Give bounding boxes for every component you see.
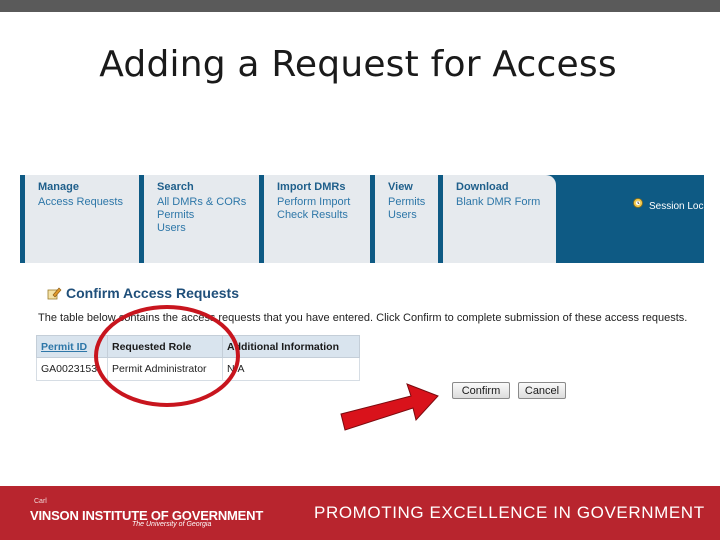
slide-title: Adding a Request for Access (99, 44, 617, 85)
requested-role-column-header: Requested Role (108, 336, 223, 358)
nav-column-download (438, 175, 553, 263)
requested-role-cell: Permit Administrator (108, 358, 223, 381)
additional-information-column-header: Additional Information (223, 336, 360, 358)
lock-icon[interactable] (632, 196, 644, 208)
confirm-button[interactable]: Confirm (452, 382, 510, 399)
table-row (37, 358, 360, 381)
nav-link-search-users[interactable]: Users (157, 222, 186, 234)
session-lock-link[interactable]: Session Loc (649, 201, 704, 212)
nav-head-manage: Manage (38, 181, 79, 193)
footer-logo-small-text: Carl (34, 498, 47, 505)
nav-column-search (139, 175, 256, 263)
nav-link-check-results[interactable]: Check Results (277, 209, 348, 221)
table-header-row (37, 336, 360, 358)
permit-id-cell: GA0023153 (37, 358, 108, 381)
top-bar (0, 0, 720, 12)
nav-head-import-dmrs: Import DMRs (277, 181, 346, 193)
additional-information-cell: N/A (223, 358, 360, 381)
pointer-arrow (341, 384, 438, 430)
nav-link-perform-import[interactable]: Perform Import (277, 196, 351, 208)
nav-column-import (259, 175, 368, 263)
nav-column-manage (20, 175, 137, 263)
nav-link-access-requests[interactable]: Access Requests (38, 196, 123, 208)
nav-link-search-permits[interactable]: Permits (157, 209, 195, 221)
nav-column-view (370, 175, 437, 263)
edit-document-icon (46, 285, 62, 301)
footer-logo: VINSON INSTITUTE OF GOVERNMENT (30, 508, 264, 523)
access-requests-table (36, 335, 360, 381)
app-navbar (20, 175, 704, 263)
footer-tagline: PROMOTING EXCELLENCE IN GOVERNMENT (314, 503, 705, 522)
nav-link-blank-dmr-form[interactable]: Blank DMR Form (456, 196, 541, 208)
confirm-description: The table below contains the access requests that you have entered. Click Confirm to complete submission of these access requests. (38, 312, 688, 324)
nav-head-search: Search (157, 181, 194, 193)
nav-head-view: View (388, 181, 413, 193)
confirm-access-requests-heading: Confirm Access Requests (66, 285, 239, 301)
nav-link-all-dmrs-cors[interactable]: All DMRs & CORs (157, 196, 247, 208)
nav-link-view-users[interactable]: Users (388, 209, 417, 221)
navbar-menu-area (20, 175, 556, 263)
footer-logo-subtitle: The University of Georgia (132, 521, 212, 528)
nav-head-download: Download (456, 181, 509, 193)
nav-link-view-permits[interactable]: Permits (388, 196, 426, 208)
permit-id-column-header[interactable]: Permit ID (37, 336, 108, 358)
cancel-button[interactable]: Cancel (518, 382, 566, 399)
